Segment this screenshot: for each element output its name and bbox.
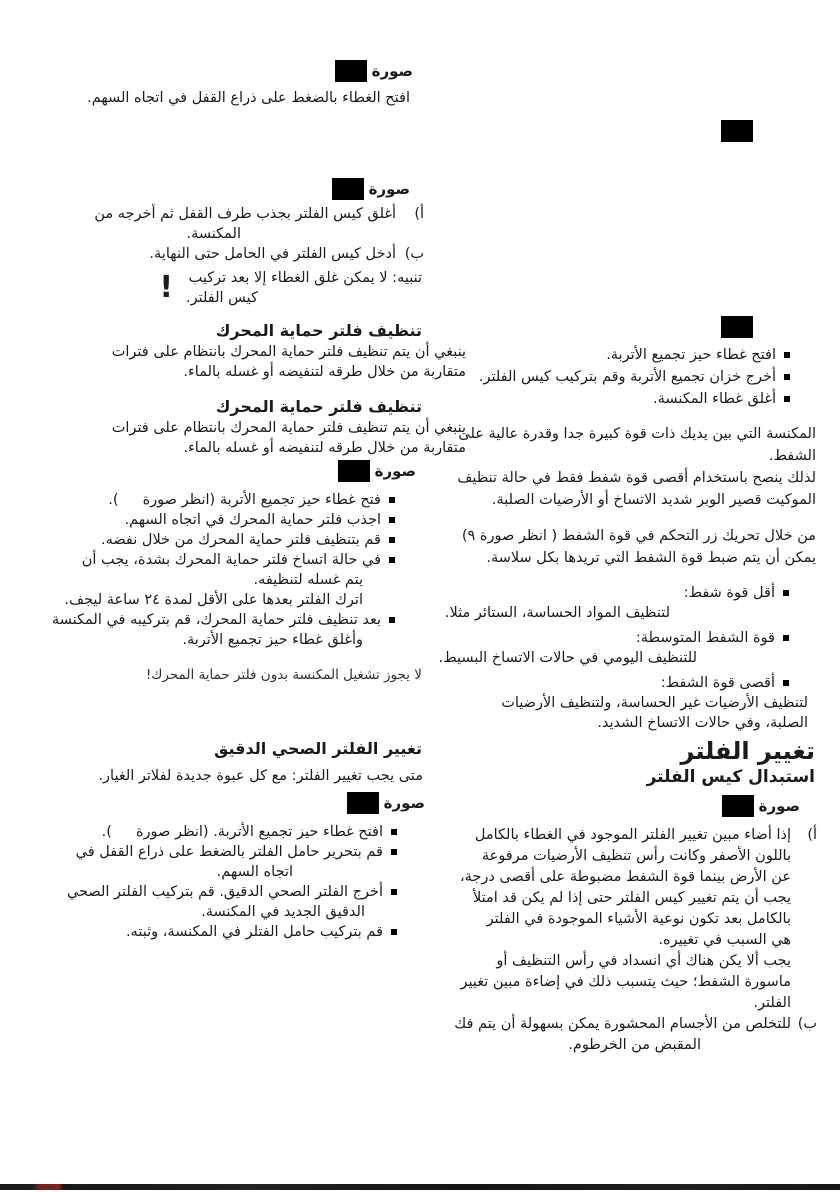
text-line: أخرج خزان تجميع الأتربة وقم بتركيب كيس الفلتر.	[478, 369, 776, 385]
instruction-line: افتح الغطاء بالضغط على ذراع القفل في اتجاه السهم.	[87, 90, 410, 106]
bullet-icon	[391, 889, 397, 895]
left-column	[51, 0, 468, 1192]
bullet-icon	[389, 497, 395, 503]
figure-number-redaction-box	[332, 178, 364, 200]
bullet-icon	[389, 517, 395, 523]
text-line: يتم غسله لتنظيفه.	[253, 572, 363, 588]
list-item-b	[58, 244, 424, 264]
power-level-item	[437, 628, 817, 668]
bullet-item	[58, 842, 397, 882]
text-line: الفلتر.	[753, 995, 791, 1011]
text-line: اجذب فلتر حماية المحرك في اتجاه السهم.	[124, 512, 381, 528]
chapter-heading: تغيير الفلتر	[680, 737, 815, 765]
figure-label: صورة	[383, 794, 425, 812]
section-clean-motor-filter-2	[58, 396, 468, 458]
text-line: الدقيق الجديد في المكنسة.	[201, 904, 365, 920]
text-line: للتخلص من الأجسام المحشورة يمكن بسهولة أن يتم فك	[454, 1016, 791, 1032]
section-heading: تنظيف فلتر حماية المحرك	[215, 321, 422, 340]
figure-number-redaction-box	[347, 792, 379, 814]
bullet-item	[437, 388, 790, 410]
power-level-desc: لتنظيف المواد الحساسة، الستائر مثلا.	[444, 605, 670, 621]
figure-caption	[58, 792, 425, 814]
text-line: قم بتحرير حامل الفلتر بالضغط على ذراع القفل في	[75, 844, 383, 860]
text-line: يمكن أن يتم ضبط قوة الشفط التي تريدها بكل سلاسة.	[486, 550, 816, 566]
text-line: ينبغي أن يتم تنظيف فلتر حماية المحرك بانتظام على فترات	[111, 344, 466, 360]
caution-note	[58, 268, 422, 308]
bullet-item	[58, 922, 397, 942]
bullet-icon	[783, 635, 789, 641]
figure-number-redaction-box	[721, 316, 753, 338]
text-line: ماسورة الشفط؛ حيث يتسبب ذلك في إضاءة مبين تغيير	[460, 974, 791, 990]
text-line: من خلال تحريك زر التحكم في قوة الشفط ( انظر صورة ٩)	[461, 528, 816, 544]
text-line: قم بتنظيف فلتر حماية المحرك من خلال نفضه.	[100, 532, 381, 548]
footer-scan-bar	[0, 1184, 840, 1190]
text-line: بعد تنظيف فلتر حماية المحرك، قم بتركيبه في المكنسة	[51, 612, 381, 628]
list-item-a	[437, 825, 817, 1014]
text-line: المكنسة التي بين يديك ذات قوة كبيرة جدا وقدرة عالية على	[458, 426, 816, 442]
figure-number-redaction-box	[338, 460, 370, 482]
figure-label: صورة	[758, 797, 800, 815]
text-line: المكنسة.	[186, 226, 241, 242]
bullet-item	[58, 490, 395, 510]
section-heading: تغيير الفلتر الصحي الدقيق	[214, 739, 422, 758]
text-line: اتجاه السهم.	[216, 864, 293, 880]
figure-number-redaction-box	[335, 60, 367, 82]
text-line: متقاربة من خلال طرقه لتنفيضه أو غسله بالماء.	[183, 440, 466, 456]
figure-caption	[58, 178, 410, 200]
text-line: يجب أن يتم تغيير كيس الفلتر حتى إذا لم يكن قد امتلأ	[472, 890, 791, 906]
bullet-icon	[391, 829, 397, 835]
bullet-item	[58, 882, 397, 922]
text-line: وأغلق غطاء حيز تجميع الأتربة.	[182, 632, 363, 648]
bullet-item	[58, 822, 397, 842]
power-level-desc: للتنظيف اليومي في حالات الاتساخ البسيط.	[438, 650, 697, 666]
text-line: عن الأرض بينما قوة الشفط مضبوطة على أقصى درجة،	[459, 869, 791, 885]
bullet-icon	[391, 849, 397, 855]
text-line: ينبغي أن يتم تنظيف فلتر حماية المحرك بانتظام على فترات	[111, 420, 466, 436]
bullet-icon	[783, 590, 789, 596]
section-motor-filter-steps	[51, 460, 468, 684]
bullet-icon	[784, 396, 790, 402]
figure-label: صورة	[374, 462, 416, 480]
text-line: إذا أضاء مبين تغيير الفلتر الموجود في الغطاء بالكامل	[474, 827, 791, 843]
power-level-label: أقل قوة شفط:	[683, 585, 775, 601]
text-line: قم بتركيب حامل الفتلر في المكنسة، وثبته.	[125, 924, 383, 940]
text-line: باللون الأصفر وكانت رأس تنظيف الأرضيات مرفوعة	[481, 848, 791, 864]
section-change-filter-heading	[437, 736, 817, 788]
text-line: افتح غطاء حيز تجميع الأتربة.	[606, 347, 776, 363]
text-line: في حالة اتساخ فلتر حماية المحرك بشدة، يجب أن	[81, 552, 381, 568]
section-replace-bag-steps	[437, 795, 817, 1056]
bullet-item	[58, 510, 395, 530]
figure-label: صورة	[371, 62, 413, 80]
right-column	[437, 0, 817, 1192]
bullet-item	[58, 530, 395, 550]
list-power-levels	[437, 583, 817, 738]
section-hygiene-filter-heading	[58, 738, 468, 786]
power-level-item	[437, 673, 817, 733]
list-marker: ب)	[797, 1016, 817, 1032]
section-bag-insert-steps	[437, 316, 817, 410]
power-level-desc: لتنظيف الأرضيات غير الحساسة، ولتنظيف الأرضيات	[501, 695, 808, 711]
bullet-icon	[784, 352, 790, 358]
bullet-item	[51, 610, 395, 650]
text-line: تنبيه: لا يمكن غلق الغطاء إلا بعد تركيب	[188, 270, 422, 286]
power-level-item	[437, 583, 817, 623]
bullet-icon	[389, 537, 395, 543]
power-level-label: أقصى قوة الشفط:	[660, 675, 775, 691]
figure-caption	[58, 60, 413, 82]
section-filter-bag-steps	[58, 178, 468, 308]
text-line: الموكيت قصير الوبر شديد الاتساخ أو الأرضيات الصلبة.	[491, 492, 816, 508]
text-line: هي السبب في تغييره.	[658, 932, 791, 948]
text-line: متقاربة من خلال طرقه لتنفيضه أو غسله بالماء.	[183, 364, 466, 380]
bullet-icon	[389, 617, 395, 623]
power-level-label: قوة الشفط المتوسطة:	[635, 630, 775, 646]
power-level-desc: الصلبة، وفي حالات الاتساخ الشديد.	[597, 715, 808, 731]
figure-number-redaction-box	[722, 795, 754, 817]
sub-heading: استبدال كيس الفلتر	[646, 767, 815, 787]
text-line: أخرج الفلتر الصحي الدقيق. قم بتركيب الفلتر الصحي	[66, 884, 383, 900]
text-line: الشفط.	[768, 448, 816, 464]
paragraph-suction-power	[437, 423, 817, 511]
list-marker: ب)	[404, 246, 424, 262]
paragraph-power-control	[437, 525, 817, 569]
note-text: لا يجوز تشغيل المكنسة بدون فلتر حماية المحرك!	[145, 667, 422, 683]
section-open-cover	[58, 60, 468, 108]
figure-number-redaction-box	[721, 120, 753, 142]
list-marker: أ)	[414, 206, 424, 222]
figure-caption	[437, 795, 800, 817]
bullet-icon	[391, 929, 397, 935]
text-line: لذلك ينصح باستخدام أقصى قوة شفط فقط في حالة تنظيف	[457, 470, 816, 486]
text-line: أغلق غطاء المكنسة.	[653, 391, 776, 407]
list-item-a	[58, 204, 424, 244]
section-hygiene-filter-steps	[58, 792, 468, 942]
bullet-item	[437, 366, 790, 388]
text-line: بالكامل بعد تكون نوعية الأشياء الموجودة في الفلتر	[486, 911, 791, 927]
figure-label: صورة	[368, 180, 410, 198]
text-line: المقبض من الخرطوم.	[568, 1037, 701, 1053]
list-item-b	[437, 1014, 817, 1056]
text-line: فتح غطاء حيز تجميع الأتربة (انظر صورة).	[108, 492, 381, 508]
section-clean-motor-filter-1	[58, 320, 468, 382]
section-heading: تنظيف فلتر حماية المحرك	[215, 397, 422, 416]
bullet-icon	[783, 680, 789, 686]
text-line: افتح غطاء حيز تجميع الأتربة. (انظر صورة).	[101, 824, 383, 840]
text-line: متى يجب تغيير الفلتر: مع كل عبوة جديدة لفلاتر الغيار.	[98, 768, 423, 784]
text-line: أدخل كيس الفلتر في الحامل حتى النهاية.	[149, 246, 396, 262]
bullet-icon	[389, 557, 395, 563]
text-line: يجب ألا يكن هناك أي انسداد في رأس التنظيف أو	[496, 953, 791, 969]
text-line: كيس الفلتر.	[186, 290, 258, 306]
text-line: اترك الفلتر بعدها على الأقل لمدة ٢٤ ساعة ليجف.	[64, 592, 363, 608]
bullet-item	[437, 344, 790, 366]
list-marker: أ)	[807, 827, 817, 843]
bullet-icon	[784, 374, 790, 380]
text-line: أغلق كيس الفلتر بجذب طرف القفل ثم أخرجه من	[94, 206, 396, 222]
warning-exclamation-icon: !	[159, 270, 173, 305]
bullet-item	[58, 550, 395, 610]
figure-caption	[58, 460, 416, 482]
